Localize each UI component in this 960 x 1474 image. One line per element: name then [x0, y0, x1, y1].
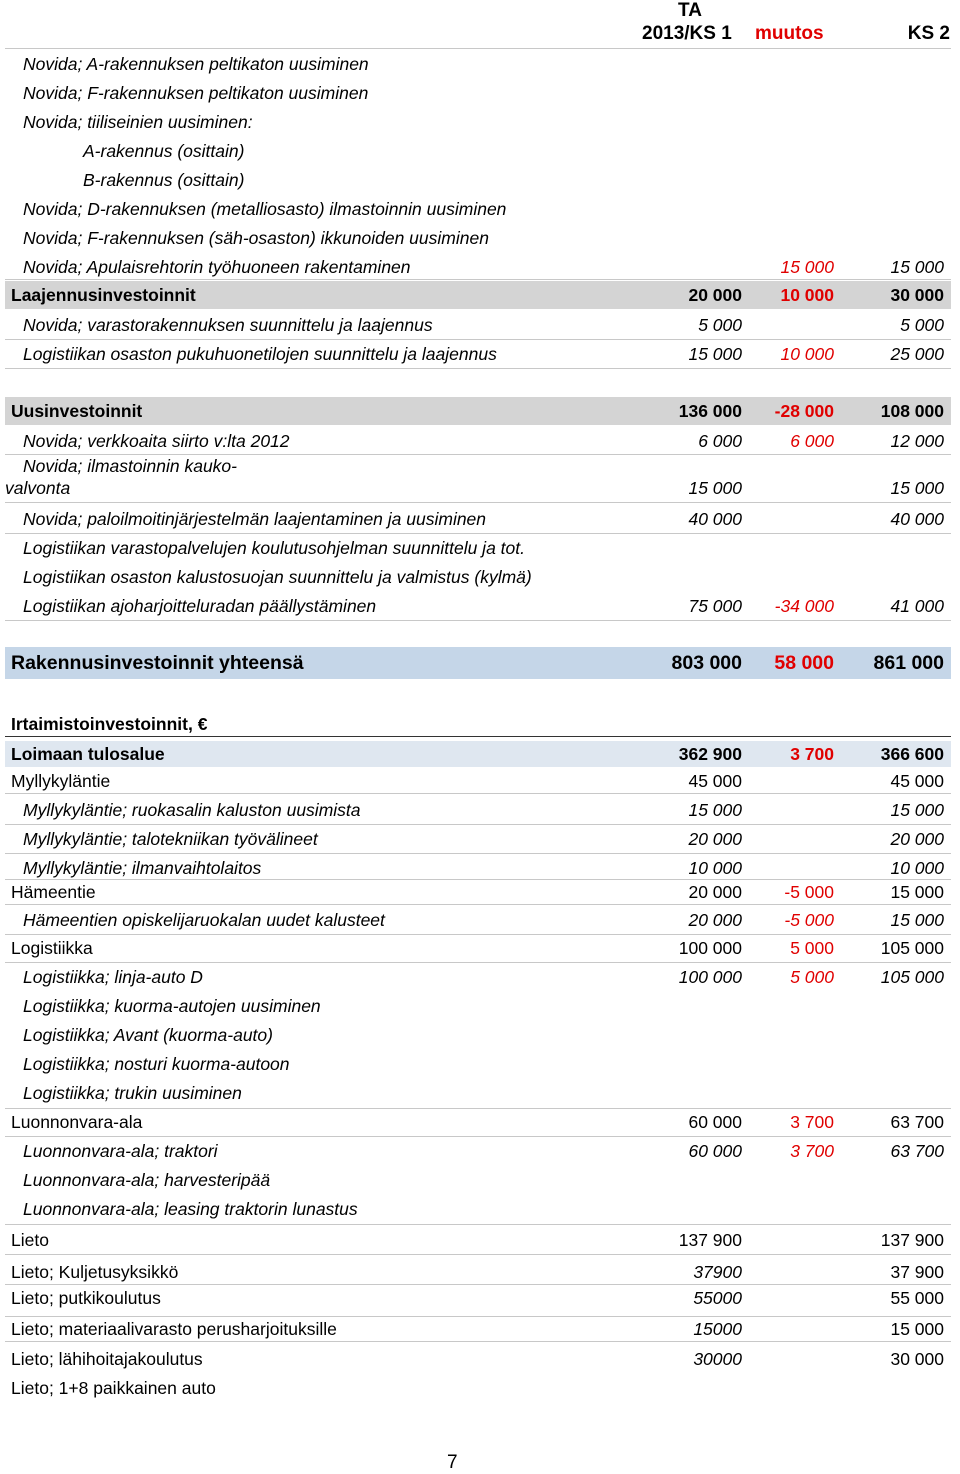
value-ks2: 137 900 [880, 1230, 944, 1250]
row-label: Novida; F-rakennuksen (säh-osaston) ikkunoiden uusiminen [23, 228, 489, 248]
row-label: Myllykyläntie [11, 771, 111, 791]
value-ta: 100 000 [678, 938, 742, 958]
table-row [5, 509, 951, 534]
row-label: Laajennusinvestoinnit [11, 285, 196, 305]
table-row [5, 1262, 951, 1285]
value-ks2: 55 000 [890, 1288, 944, 1308]
row-label: Novida; A-rakennuksen peltikaton uusiminen [23, 54, 369, 74]
value-muutos: -34 000 [774, 596, 834, 616]
value-ks2: 15 000 [890, 478, 944, 498]
value-ta: 60 000 [688, 1112, 742, 1132]
row-label: Novida; F-rakennuksen peltikaton uusiminen [23, 83, 369, 103]
unit-row [5, 1112, 951, 1137]
row-label: Novida; verkkoaita siirto v:lta 2012 [23, 431, 290, 451]
row-label: Lieto; lähihoitajakoulutus [11, 1349, 203, 1369]
row-label: Luonnonvara-ala [11, 1112, 143, 1132]
value-ks2: 15 000 [890, 257, 944, 277]
value-ks2: 63 700 [890, 1141, 944, 1161]
table-row [5, 1316, 951, 1342]
value-ks2: 37 900 [890, 1262, 944, 1282]
value-ta: 30000 [693, 1349, 742, 1369]
table-row [5, 257, 951, 280]
row-label: Logistiikka; kuorma-autojen uusiminen [23, 996, 321, 1016]
unit-row [5, 1230, 951, 1255]
column-header [0, 0, 960, 48]
value-ta: 136 000 [678, 401, 742, 421]
value-ta: 803 000 [671, 652, 742, 674]
value-ks2: 15 000 [890, 800, 944, 820]
section-row-uusinvestoinnit [5, 397, 951, 425]
row-label: Luonnonvara-ala; harvesteripää [23, 1170, 271, 1190]
value-ks2: 30 000 [890, 285, 944, 305]
row-label: A-rakennus (osittain) [83, 141, 245, 161]
value-ks2: 861 000 [873, 652, 944, 674]
row-label: Hämeentien opiskelijaruokalan uudet kalusteet [23, 910, 385, 930]
col-muutos: muutos [755, 23, 824, 44]
row-label: Lieto [11, 1230, 49, 1250]
value-ta: 15 000 [688, 800, 742, 820]
row-label: Hämeentie [11, 882, 96, 902]
table-row [5, 910, 951, 935]
value-ks2: 40 000 [890, 509, 944, 529]
value-ks2: 108 000 [880, 401, 944, 421]
value-ta: 20 000 [688, 882, 742, 902]
value-ta: 15 000 [688, 478, 742, 498]
value-ks2: 20 000 [890, 829, 944, 849]
value-ta: 362 900 [678, 744, 742, 764]
value-ta: 20 000 [688, 829, 742, 849]
value-ta: 137 900 [678, 1230, 742, 1250]
row-label: Logistiikan osaston kalustosuojan suunnittelu ja valmistus (kylmä) [23, 567, 532, 587]
header-divider [5, 48, 951, 49]
value-ta: 60 000 [688, 1141, 742, 1161]
row-label: Novida; Apulaisrehtorin työhuoneen rakentaminen [23, 257, 411, 277]
value-ks2: 105 000 [880, 938, 944, 958]
value-muutos: 3 700 [790, 744, 834, 764]
row-label: Lieto; putkikoulutus [11, 1288, 161, 1308]
table-row [5, 1083, 951, 1109]
value-muutos: 58 000 [774, 652, 834, 674]
value-muutos: 15 000 [780, 257, 834, 277]
value-ta: 5 000 [698, 315, 742, 335]
unit-row [5, 771, 951, 794]
table-row [5, 478, 951, 503]
value-ta: 37900 [693, 1262, 742, 1282]
row-label: Novida; tiiliseinien uusiminen: [23, 112, 253, 132]
value-muutos: 6 000 [790, 431, 834, 451]
table-row [5, 1199, 951, 1225]
row-label: B-rakennus (osittain) [83, 170, 245, 190]
section-title-irtaimisto [5, 714, 951, 737]
value-ta: 20 000 [688, 285, 742, 305]
value-muutos: -5 000 [784, 882, 834, 902]
table-row [5, 344, 951, 369]
table-row [5, 315, 951, 340]
value-muutos: 10 000 [780, 344, 834, 364]
row-label: Uusinvestoinnit [11, 401, 143, 421]
row-label: Logistiikka; linja-auto D [23, 967, 203, 987]
value-muutos: 3 700 [790, 1112, 834, 1132]
area-row-loimaa [5, 741, 951, 767]
value-ks2: 45 000 [890, 771, 944, 791]
row-label: valvonta [5, 478, 71, 498]
value-ta: 75 000 [688, 596, 742, 616]
unit-row [5, 938, 951, 963]
value-ks2: 105 000 [880, 967, 944, 987]
row-label: Myllykyläntie; ilmanvaihtolaitos [23, 858, 262, 878]
row-label: Logistiikka; nosturi kuorma-autoon [23, 1054, 290, 1074]
row-label: Luonnonvara-ala; leasing traktorin lunastus [23, 1199, 358, 1219]
table-row [5, 431, 951, 455]
row-label: Novida; D-rakennuksen (metalliosasto) ilmastoinnin uusiminen [23, 199, 507, 219]
table-row [5, 596, 951, 621]
value-ks2: 25 000 [890, 344, 944, 364]
value-ks2: 10 000 [890, 858, 944, 878]
row-label: Logistiikan osaston pukuhuonetilojen suunnittelu ja laajennus [23, 344, 497, 364]
value-ks2: 63 700 [890, 1112, 944, 1132]
row-label: Luonnonvara-ala; traktori [23, 1141, 218, 1161]
value-ta: 15000 [693, 1319, 742, 1339]
row-label: Novida; paloilmoitinjärjestelmän laajentaminen ja uusiminen [23, 509, 487, 529]
value-muutos: 3 700 [790, 1141, 834, 1161]
row-label: Logistiikka; Avant (kuorma-auto) [23, 1025, 273, 1045]
row-label: Logistiikka [11, 938, 93, 958]
row-label: Logistiikan ajoharjoitteluradan päällystäminen [23, 596, 377, 616]
unit-row [5, 879, 951, 905]
value-ta: 15 000 [688, 344, 742, 364]
row-label: Loimaan tulosalue [11, 744, 165, 764]
section-row-laajennus [5, 281, 951, 309]
row-label: Irtaimistoinvestoinnit, € [11, 714, 208, 734]
value-ta: 6 000 [698, 431, 742, 451]
value-ks2: 5 000 [900, 315, 944, 335]
page-number: 7 [447, 1452, 458, 1473]
value-muutos: 5 000 [790, 967, 834, 987]
col-ta-year: 2013/KS 1 [642, 23, 732, 44]
table-row [5, 829, 951, 854]
value-muutos: 5 000 [790, 938, 834, 958]
value-ta: 40 000 [688, 509, 742, 529]
row-label: Logistiikka; trukin uusiminen [23, 1083, 242, 1103]
table-row [5, 800, 951, 825]
value-ks2: 15 000 [890, 882, 944, 902]
value-ta: 45 000 [688, 771, 742, 791]
value-ta: 55000 [693, 1288, 742, 1308]
row-label: Myllykyläntie; talotekniikan työvälineet [23, 829, 318, 849]
value-ks2: 41 000 [890, 596, 944, 616]
value-ks2: 15 000 [890, 910, 944, 930]
value-ks2: 15 000 [890, 1319, 944, 1339]
col-ks2: KS 2 [907, 23, 950, 44]
row-label: Lieto; Kuljetusyksikkö [11, 1262, 179, 1282]
value-ks2: 30 000 [890, 1349, 944, 1369]
value-ks2: 366 600 [880, 744, 944, 764]
row-label: Lieto; 1+8 paikkainen auto [11, 1378, 216, 1398]
row-label: Novida; varastorakennuksen suunnittelu ja laajennus [23, 315, 433, 335]
col-ta-label: TA [678, 0, 702, 21]
row-label: Logistiikan varastopalvelujen koulutusohjelman suunnittelu ja tot. [23, 538, 525, 558]
value-ta: 100 000 [678, 967, 742, 987]
value-muutos: -5 000 [784, 910, 834, 930]
value-muutos: 10 000 [780, 285, 834, 305]
total-row-rakennus [5, 647, 951, 679]
value-ks2: 12 000 [890, 431, 944, 451]
value-muutos: -28 000 [774, 401, 834, 421]
row-label: Lieto; materiaalivarasto perusharjoituksille [11, 1319, 337, 1339]
row-label: Myllykyläntie; ruokasalin kaluston uusimista [23, 800, 361, 820]
row-label: Rakennusinvestoinnit yhteensä [11, 652, 304, 674]
row-label: Novida; ilmastoinnin kauko- [23, 456, 237, 476]
value-ta: 20 000 [688, 910, 742, 930]
value-ta: 10 000 [688, 858, 742, 878]
